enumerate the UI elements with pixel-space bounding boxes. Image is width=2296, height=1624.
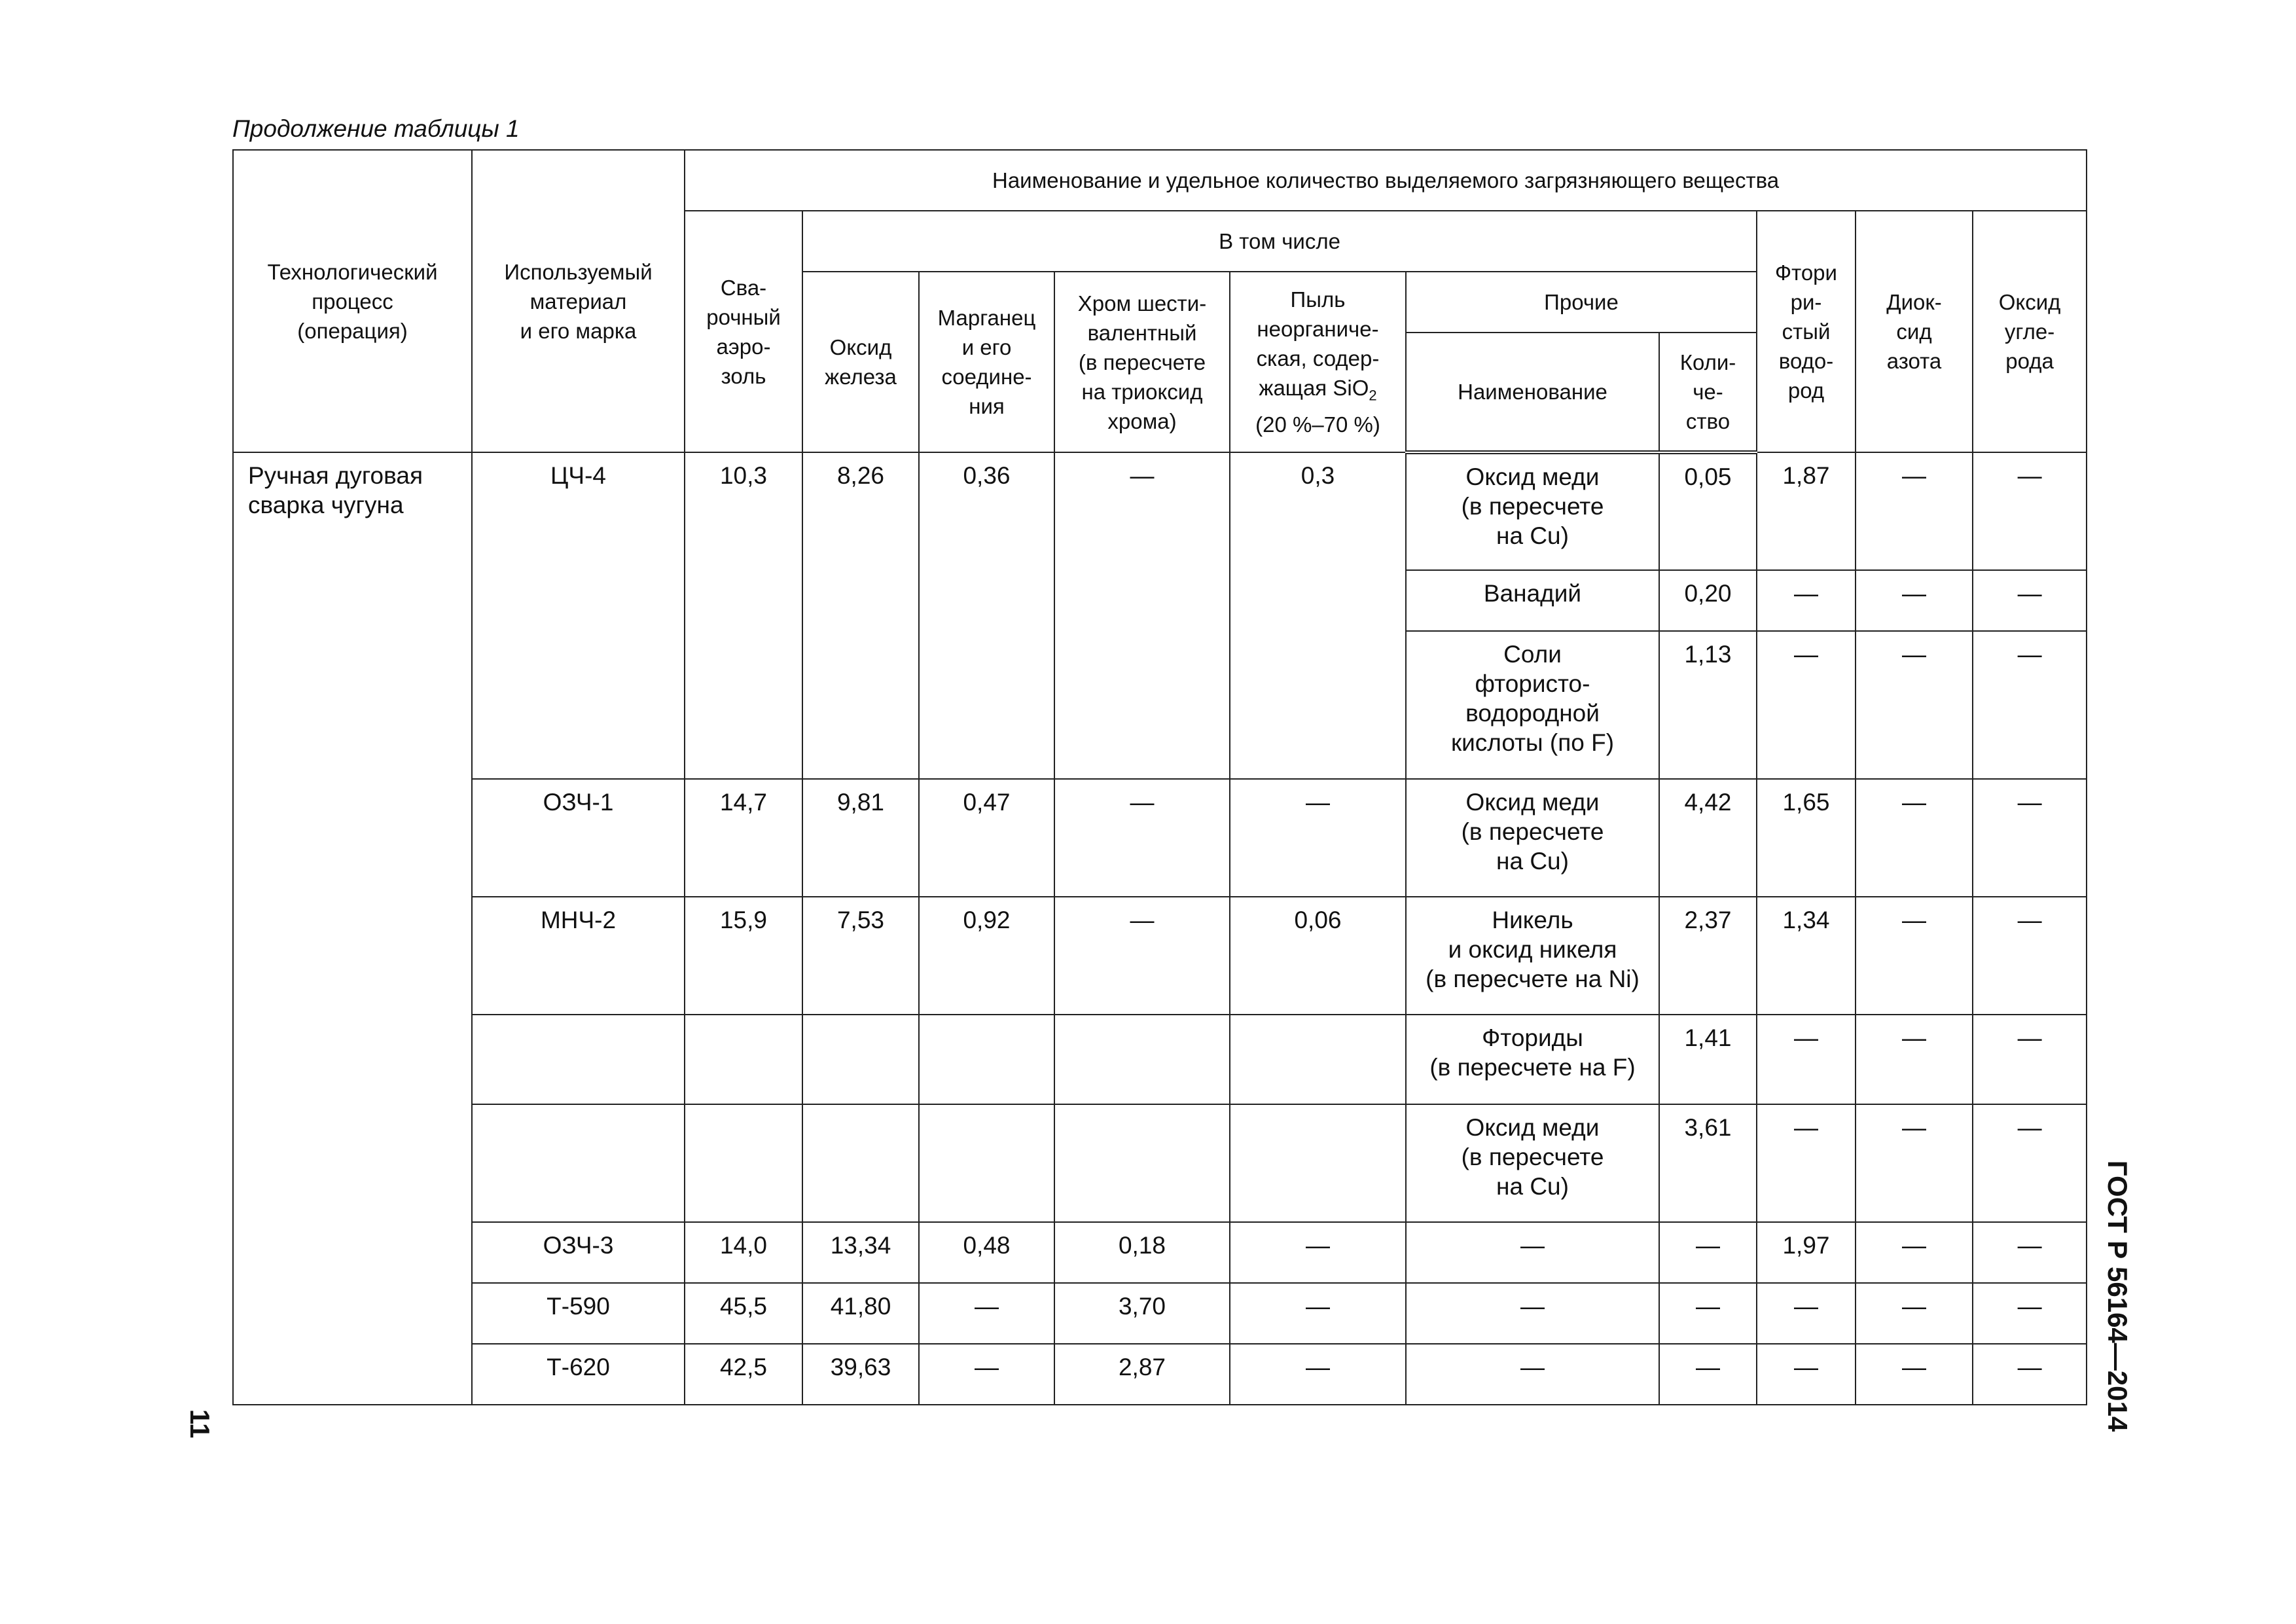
- cell-aerosol: 14,7: [685, 779, 802, 897]
- cell-aerosol: 14,0: [685, 1222, 802, 1283]
- header-dust: Пыль неорганиче- ская, содер- жащая SiO$_2$ (20 %–70 %): [1230, 272, 1406, 452]
- emissions-table: [232, 149, 2087, 1405]
- cell-aerosol: 45,5: [685, 1283, 802, 1344]
- cell-mn: —: [919, 1344, 1054, 1405]
- cell-dust: —: [1230, 1283, 1406, 1344]
- cell-hf: —: [1757, 1015, 1856, 1104]
- cell-co: —: [1973, 1222, 2087, 1283]
- header-including: В том числе: [802, 211, 1757, 272]
- table-row: [233, 1015, 2087, 1104]
- table-row: [233, 897, 2087, 1015]
- table-row: [233, 1104, 2087, 1222]
- cell-hf: 1,87: [1757, 452, 1856, 570]
- cell-material: ОЗЧ-3: [472, 1222, 685, 1283]
- cell-other-name: —: [1406, 1283, 1659, 1344]
- cell-mn: 0,92: [919, 897, 1054, 1015]
- header-chromium: Хром шести- валентный (в пересчете на триоксид хрома): [1054, 272, 1230, 452]
- header-process: Технологический процесс (операция): [233, 150, 472, 452]
- cell-aerosol: [685, 1104, 802, 1222]
- cell-other-qty: 1,13: [1659, 631, 1757, 779]
- cell-no2: —: [1856, 1283, 1973, 1344]
- cell-mn: 0,47: [919, 779, 1054, 897]
- cell-other-name: —: [1406, 1344, 1659, 1405]
- cell-dust: 0,06: [1230, 897, 1406, 1015]
- cell-other-name: —: [1406, 1222, 1659, 1283]
- header-material: Используемый материал и его марка: [472, 150, 685, 452]
- cell-co: —: [1973, 452, 2087, 570]
- cell-aerosol: 10,3: [685, 452, 802, 779]
- cell-hf: —: [1757, 1344, 1856, 1405]
- cell-material: Т-620: [472, 1344, 685, 1405]
- table-row: [233, 1222, 2087, 1283]
- header-aerosol: Сва- рочный аэро- золь: [685, 211, 802, 452]
- cell-dust: 0,3: [1230, 452, 1406, 779]
- cell-no2: —: [1856, 1222, 1973, 1283]
- cell-iron: [802, 1104, 919, 1222]
- table-row: [233, 779, 2087, 897]
- page-number: 11: [185, 1409, 215, 1439]
- cell-other-name: Никель и оксид никеля (в пересчете на Ni): [1406, 897, 1659, 1015]
- cell-aerosol: 42,5: [685, 1344, 802, 1405]
- cell-no2: —: [1856, 570, 1973, 631]
- header-co: Оксид угле- рода: [1973, 211, 2087, 452]
- cell-mn: 0,36: [919, 452, 1054, 779]
- header-other-name: Наименование: [1406, 333, 1659, 452]
- header-other: Прочие: [1406, 272, 1757, 333]
- cell-material: [472, 1104, 685, 1222]
- cell-cr: 0,18: [1054, 1222, 1230, 1283]
- cell-other-qty: —: [1659, 1344, 1757, 1405]
- cell-no2: —: [1856, 1104, 1973, 1222]
- cell-material: ЦЧ-4: [472, 452, 685, 779]
- cell-mn: [919, 1104, 1054, 1222]
- cell-no2: —: [1856, 897, 1973, 1015]
- cell-other-qty: 0,20: [1659, 570, 1757, 631]
- cell-co: —: [1973, 1104, 2087, 1222]
- header-iron-oxide: Оксид железа: [802, 272, 919, 452]
- cell-cr: [1054, 1015, 1230, 1104]
- cell-hf: —: [1757, 570, 1856, 631]
- cell-no2: —: [1856, 1344, 1973, 1405]
- header-other-qty: Коли- че- ство: [1659, 333, 1757, 452]
- standard-code: ГОСТ Р 56164—2014: [2102, 1160, 2133, 1432]
- cell-other-qty: 1,41: [1659, 1015, 1757, 1104]
- cell-no2: —: [1856, 779, 1973, 897]
- cell-iron: 41,80: [802, 1283, 919, 1344]
- cell-co: —: [1973, 779, 2087, 897]
- cell-material: МНЧ-2: [472, 897, 685, 1015]
- cell-aerosol: 15,9: [685, 897, 802, 1015]
- cell-hf: —: [1757, 1104, 1856, 1222]
- cell-co: —: [1973, 1283, 2087, 1344]
- cell-iron: 13,34: [802, 1222, 919, 1283]
- cell-iron: 39,63: [802, 1344, 919, 1405]
- cell-co: —: [1973, 1015, 2087, 1104]
- cell-other-name: Оксид меди (в пересчете на Cu): [1406, 779, 1659, 897]
- table-row: [233, 1283, 2087, 1344]
- table-row: [233, 1344, 2087, 1405]
- cell-cr: —: [1054, 897, 1230, 1015]
- cell-mn: —: [919, 1283, 1054, 1344]
- cell-no2: —: [1856, 452, 1973, 570]
- cell-hf: 1,97: [1757, 1222, 1856, 1283]
- cell-co: —: [1973, 570, 2087, 631]
- cell-mn: 0,48: [919, 1222, 1054, 1283]
- header-substance-group: Наименование и удельное количество выделяемого загрязняющего вещества: [685, 150, 2087, 211]
- cell-hf: 1,65: [1757, 779, 1856, 897]
- table-row: [233, 452, 2087, 570]
- cell-process: Ручная дуговая сварка чугуна: [233, 452, 472, 1405]
- cell-co: —: [1973, 631, 2087, 779]
- cell-mn: [919, 1015, 1054, 1104]
- cell-cr: —: [1054, 452, 1230, 779]
- cell-co: —: [1973, 897, 2087, 1015]
- header-manganese: Марганец и его соедине- ния: [919, 272, 1054, 452]
- cell-other-qty: 4,42: [1659, 779, 1757, 897]
- cell-other-qty: 0,05: [1659, 452, 1757, 570]
- cell-other-qty: 2,37: [1659, 897, 1757, 1015]
- cell-no2: —: [1856, 631, 1973, 779]
- cell-aerosol: [685, 1015, 802, 1104]
- standard-code-box: [2088, 1155, 2147, 1437]
- cell-material: [472, 1015, 685, 1104]
- cell-material: ОЗЧ-1: [472, 779, 685, 897]
- cell-cr: [1054, 1104, 1230, 1222]
- cell-hf: —: [1757, 631, 1856, 779]
- cell-other-name: Соли фтористо- водородной кислоты (по F): [1406, 631, 1659, 779]
- header-no2: Диок- сид азота: [1856, 211, 1973, 452]
- cell-dust: —: [1230, 779, 1406, 897]
- cell-cr: 3,70: [1054, 1283, 1230, 1344]
- cell-dust: [1230, 1015, 1406, 1104]
- cell-co: —: [1973, 1344, 2087, 1405]
- cell-iron: 8,26: [802, 452, 919, 779]
- cell-dust: —: [1230, 1344, 1406, 1405]
- cell-other-name: Оксид меди (в пересчете на Cu): [1406, 1104, 1659, 1222]
- cell-other-qty: —: [1659, 1222, 1757, 1283]
- header-hf: Фтори ри- стый водо- род: [1757, 211, 1856, 452]
- cell-other-name: Фториды (в пересчете на F): [1406, 1015, 1659, 1104]
- cell-dust: —: [1230, 1222, 1406, 1283]
- cell-cr: 2,87: [1054, 1344, 1230, 1405]
- cell-dust: [1230, 1104, 1406, 1222]
- cell-other-name: Оксид меди (в пересчете на Cu): [1406, 452, 1659, 570]
- cell-hf: 1,34: [1757, 897, 1856, 1015]
- cell-other-qty: —: [1659, 1283, 1757, 1344]
- table-caption: Продолжение таблицы 1: [232, 115, 520, 142]
- cell-no2: —: [1856, 1015, 1973, 1104]
- cell-material: Т-590: [472, 1283, 685, 1344]
- cell-cr: —: [1054, 779, 1230, 897]
- cell-iron: [802, 1015, 919, 1104]
- cell-other-qty: 3,61: [1659, 1104, 1757, 1222]
- cell-hf: —: [1757, 1283, 1856, 1344]
- cell-iron: 9,81: [802, 779, 919, 897]
- cell-other-name: Ванадий: [1406, 570, 1659, 631]
- cell-iron: 7,53: [802, 897, 919, 1015]
